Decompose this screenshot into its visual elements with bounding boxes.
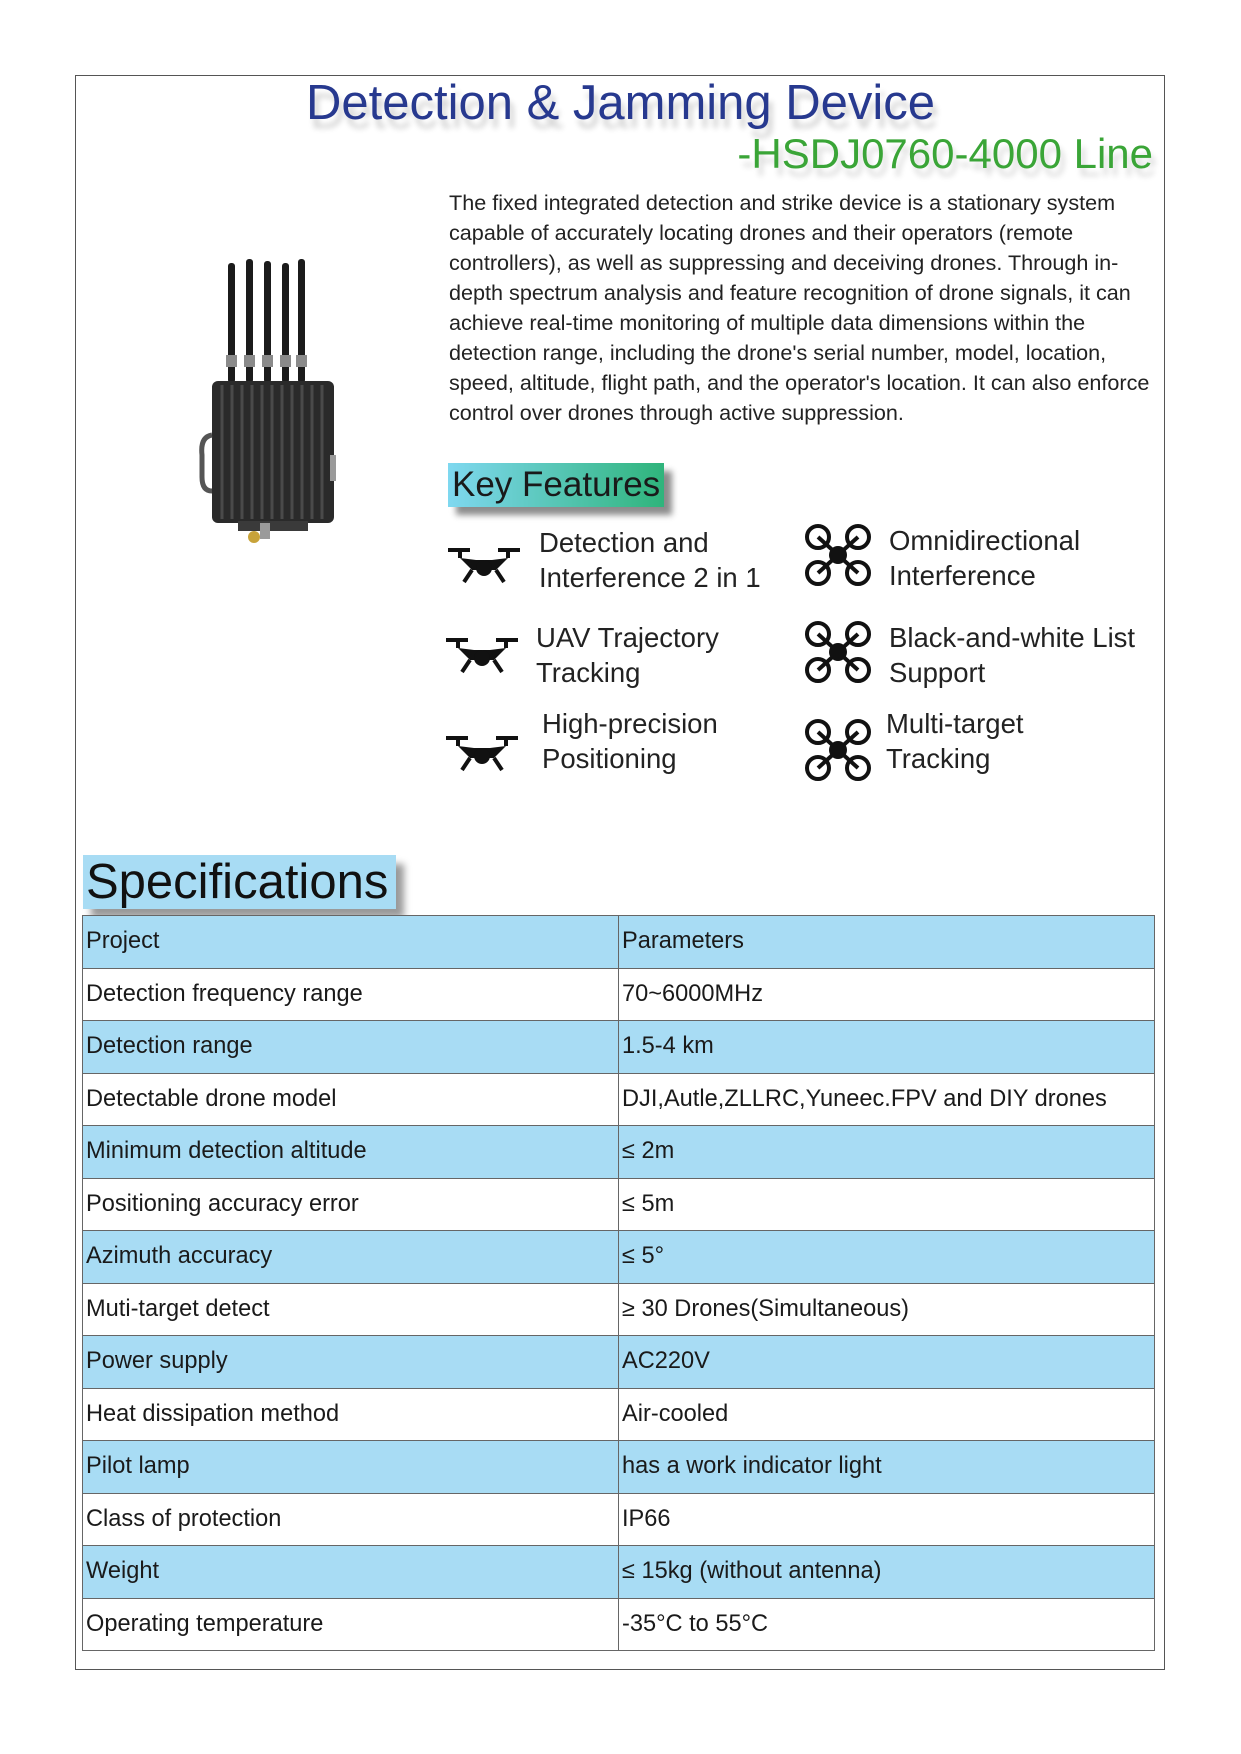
spec-project: Heat dissipation method	[83, 1388, 619, 1441]
table-row	[83, 1283, 1155, 1336]
specifications-heading: Specifications	[83, 855, 396, 909]
table-row	[83, 1126, 1155, 1179]
spec-value: DJI,Autle,ZLLRC,Yuneec.FPV and DIY drones	[619, 1073, 1155, 1126]
spec-project: Pilot lamp	[83, 1441, 619, 1494]
spec-value: has a work indicator light	[619, 1441, 1155, 1494]
spec-project: Minimum detection altitude	[83, 1126, 619, 1179]
quadcopter-icon	[804, 718, 872, 782]
table-row	[83, 1231, 1155, 1284]
spec-value: ≤ 15kg (without antenna)	[619, 1546, 1155, 1599]
header-parameters: Parameters	[619, 916, 1155, 969]
drone-icon	[444, 634, 520, 676]
feature-high-precision-positioning: High-precision Positioning	[542, 708, 718, 774]
spec-value: -35°C to 55°C	[619, 1598, 1155, 1651]
spec-value: AC220V	[619, 1336, 1155, 1389]
spec-project: Detection frequency range	[83, 968, 619, 1021]
device-image	[198, 255, 348, 545]
key-features-heading: Key Features	[448, 463, 664, 507]
quadcopter-icon	[804, 620, 872, 684]
feature-multi-target-tracking: Multi-target Tracking	[886, 708, 1024, 774]
table-row	[83, 1336, 1155, 1389]
table-row	[83, 1546, 1155, 1599]
spec-value: Air-cooled	[619, 1388, 1155, 1441]
table-row	[83, 1441, 1155, 1494]
table-row	[83, 968, 1155, 1021]
spec-value: ≤ 5m	[619, 1178, 1155, 1231]
drone-icon	[446, 544, 522, 586]
spec-value: ≤ 2m	[619, 1126, 1155, 1179]
spec-project: Class of protection	[83, 1493, 619, 1546]
table-row	[83, 1493, 1155, 1546]
spec-project: Detectable drone model	[83, 1073, 619, 1126]
feature-black-white-list: Black-and-white List Support	[889, 622, 1136, 688]
table-row	[83, 1178, 1155, 1231]
header-project: Project	[83, 916, 619, 969]
spec-value: ≤ 5°	[619, 1231, 1155, 1284]
table-row	[83, 1598, 1155, 1651]
spec-project: Muti-target detect	[83, 1283, 619, 1336]
table-header-row	[83, 916, 1155, 969]
spec-value: 1.5-4 km	[619, 1021, 1155, 1074]
spec-value: IP66	[619, 1493, 1155, 1546]
antenna-icon	[226, 259, 307, 383]
spec-project: Detection range	[83, 1021, 619, 1074]
table-row	[83, 1388, 1155, 1441]
spec-project: Azimuth accuracy	[83, 1231, 619, 1284]
feature-omnidirectional-interference: Omnidirectional Interference	[889, 525, 1081, 591]
table-row	[83, 1073, 1155, 1126]
spec-project: Power supply	[83, 1336, 619, 1389]
spec-project: Operating temperature	[83, 1598, 619, 1651]
product-line-subtitle: -HSDJ0760-4000 Line	[737, 130, 1153, 177]
page-title: Detection & Jamming Device	[305, 76, 936, 130]
spec-project: Weight	[83, 1546, 619, 1599]
spec-value: ≥ 30 Drones(Simultaneous)	[619, 1283, 1155, 1336]
specifications-table	[82, 915, 1155, 1651]
product-description: The fixed integrated detection and strike device is a stationary system capable of accurately locating drones and their operators (remote controllers), as well as suppressing and deceiving drones. Through in-depth spectrum analysis and feature recognition of drone signals, it can achieve real-time monitoring of multiple data dimensions within the detection range, including the drone's serial number, model, location, speed, altitude, flight path, and the operator's location. It can also enforce control over drones through active suppression.	[449, 190, 1150, 425]
table-row	[83, 1021, 1155, 1074]
spec-project: Positioning accuracy error	[83, 1178, 619, 1231]
feature-trajectory-tracking: UAV Trajectory Tracking	[536, 622, 719, 688]
drone-icon	[444, 732, 520, 774]
spec-value: 70~6000MHz	[619, 968, 1155, 1021]
quadcopter-icon	[804, 523, 872, 587]
feature-detection-interference: Detection and Interference 2 in 1	[539, 527, 761, 593]
